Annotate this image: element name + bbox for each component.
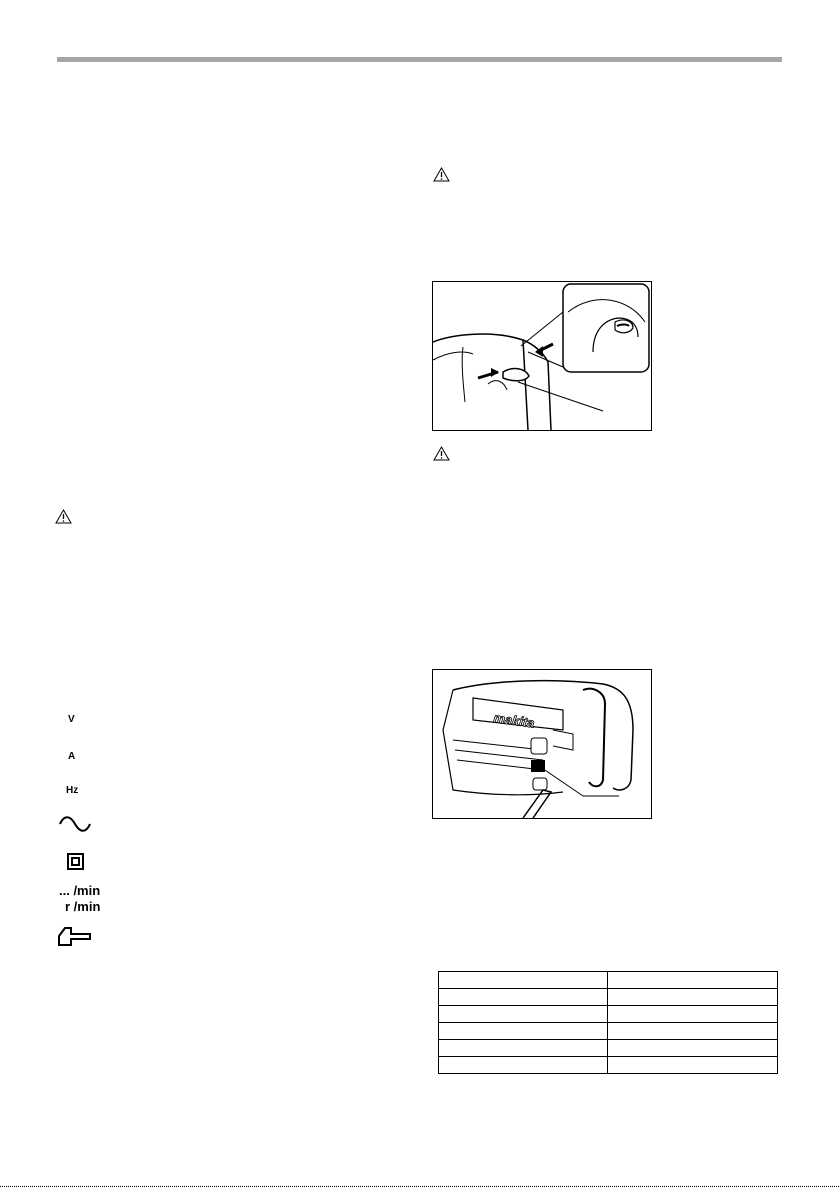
symbol-revolutions-per-minute: r /min xyxy=(65,899,101,914)
table-row xyxy=(439,1057,778,1074)
specification-table xyxy=(438,971,778,1074)
warning-icon xyxy=(433,167,450,182)
table-row xyxy=(439,989,778,1006)
ac-sine-icon xyxy=(58,815,92,833)
table-cell xyxy=(608,1040,778,1057)
symbol-ampere: A xyxy=(68,751,76,762)
warning-icon xyxy=(55,509,72,524)
warning-icon xyxy=(433,446,450,461)
table-row xyxy=(439,1023,778,1040)
table-cell xyxy=(439,989,608,1006)
table-cell xyxy=(608,1057,778,1074)
table-row xyxy=(439,972,778,989)
table-cell xyxy=(439,1057,608,1074)
figure-brand-logo: makita xyxy=(492,710,536,731)
table-cell xyxy=(439,1006,608,1023)
symbol-per-minute: ... /min xyxy=(59,883,101,898)
table-cell xyxy=(439,972,608,989)
table-row xyxy=(439,1040,778,1057)
symbol-hertz: Hz xyxy=(66,785,79,796)
table-cell xyxy=(608,1006,778,1023)
figure-tool-body-switch xyxy=(432,669,652,819)
table-cell xyxy=(439,1040,608,1057)
table-cell xyxy=(608,1023,778,1040)
table-row xyxy=(439,1006,778,1023)
table-cell xyxy=(608,989,778,1006)
header-rule xyxy=(57,57,782,62)
class-ii-double-square-icon xyxy=(67,853,84,870)
figure-handle-lock-button xyxy=(432,281,652,431)
symbol-volt: V xyxy=(68,714,75,725)
table-cell xyxy=(608,972,778,989)
page-bottom-border xyxy=(0,1186,839,1187)
table-cell xyxy=(439,1023,608,1040)
hammer-mode-icon xyxy=(58,926,92,946)
